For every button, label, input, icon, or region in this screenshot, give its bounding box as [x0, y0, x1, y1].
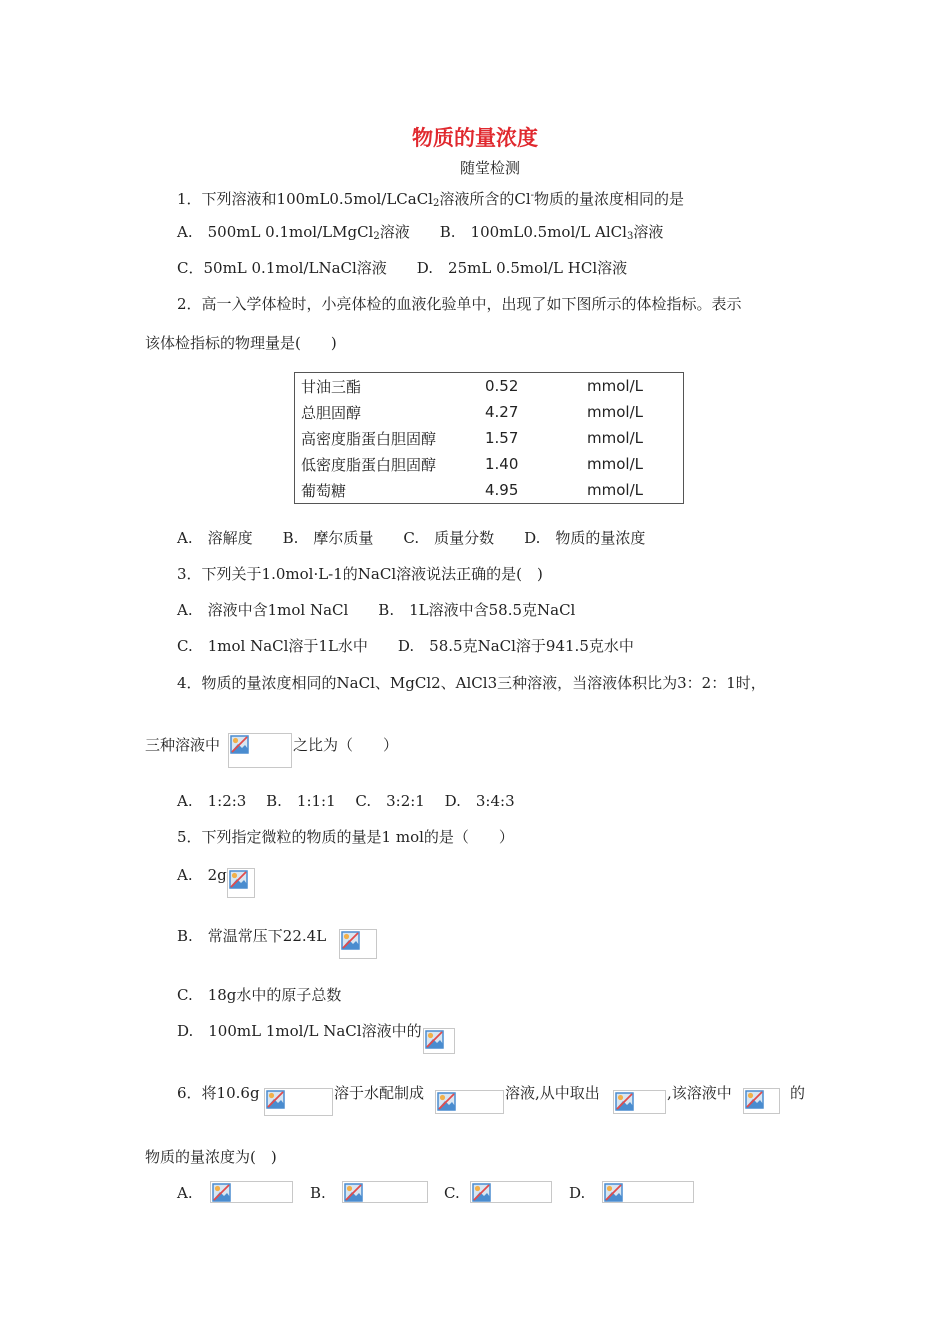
table-cell-name: 高密度脂蛋白胆固醇 [301, 429, 437, 448]
question-2-options: A. 溶解度 B. 摩尔质量 C. 质量分数 D. 物质的量浓度 [177, 529, 646, 547]
table-cell-name: 葡萄糖 [301, 481, 347, 500]
broken-image-icon [435, 1090, 504, 1114]
table-cell-name: 甘油三酯 [301, 377, 362, 396]
table-cell-value: 4.27 [485, 403, 519, 421]
question-4-options: A. 1:2:3 B. 1:1:1 C. 3:2:1 D. 3:4:3 [177, 792, 515, 810]
question-2-stem-line1: 2．高一入学体检时，小亮体检的血液化验单中，出现了如下图所示的体检指标。表示 [177, 295, 742, 313]
question-6-option-c-label: C. [444, 1184, 460, 1202]
page-subtitle: 随堂检测 [459, 159, 520, 177]
question-1-stem: 1．下列溶液和100mL0.5mol/LCaCl$_2$溶液所含的Cl-物质的量浓度相同的是 [177, 190, 685, 209]
table-cell-unit: mmol/L [587, 455, 643, 473]
question-3-options-ab: A. 溶液中含1mol NaCl B. 1L溶液中含58.5克NaCl [177, 601, 576, 619]
question-5-option-c: C. 18g水中的原子总数 [177, 986, 342, 1004]
table-row [295, 399, 684, 425]
question-6-option-d-label: D. [569, 1184, 586, 1202]
question-5-option-d: D. 100mL 1mol/L NaCl溶液中的 [177, 1022, 422, 1040]
table-cell-value: 4.95 [485, 481, 519, 499]
question-2-stem-line2: 该体检指标的物理量是( ) [145, 334, 337, 352]
question-5-option-a: A. 2g [177, 866, 227, 884]
table-cell-name: 总胆固醇 [301, 403, 362, 422]
table-row [295, 373, 684, 400]
question-1-options-cd: C．50mL 0.1mol/LNaCl溶液 D. 25mL 0.5mol/L HCl溶液 [177, 259, 628, 277]
broken-image-icon [342, 1181, 428, 1203]
broken-image-icon [228, 733, 292, 768]
table-cell-value: 1.57 [485, 429, 519, 447]
broken-image-icon [339, 929, 377, 959]
table-cell-unit: mmol/L [587, 429, 643, 447]
question-6-part3: 溶液,从中取出 [505, 1084, 600, 1102]
broken-image-icon [423, 1028, 455, 1054]
question-6-part5: 的 [790, 1084, 806, 1102]
question-6-stem-line2: 物质的量浓度为( ) [145, 1148, 277, 1166]
question-4-stem-line1: 4．物质的量浓度相同的NaCl、MgCl2、AlCl3三种溶液，当溶液体积比为3：2：1时， [177, 674, 766, 692]
broken-image-icon [264, 1088, 333, 1116]
broken-image-icon [227, 868, 255, 898]
page-title: 物质的量浓度 [412, 126, 538, 150]
question-6-part2: 溶于水配制成 [334, 1084, 425, 1102]
question-3-options-cd: C. 1mol NaCl溶于1L水中 D. 58.5克NaCl溶于941.5克水中 [177, 637, 634, 655]
broken-image-icon [470, 1181, 552, 1203]
broken-image-icon [613, 1090, 666, 1114]
question-6-option-b-label: B. [310, 1184, 326, 1202]
question-6-part4: ,该溶液中 [667, 1084, 732, 1102]
table-cell-unit: mmol/L [587, 403, 643, 421]
blood-test-table [294, 372, 684, 504]
question-5-option-b: B. 常温常压下22.4L [177, 927, 327, 945]
question-3-stem: 3．下列关于1.0mol·L-1的NaCl溶液说法正确的是( ) [177, 565, 543, 583]
table-cell-unit: mmol/L [587, 481, 643, 499]
table-row [295, 477, 684, 504]
broken-image-icon [210, 1181, 293, 1203]
table-row [295, 425, 684, 451]
broken-image-icon [743, 1088, 780, 1114]
table-cell-name: 低密度脂蛋白胆固醇 [301, 455, 437, 474]
question-5-stem: 5．下列指定微粒的物质的量是1 mol的是（ ） [177, 828, 514, 846]
question-6-part1: 6．将10.6g [177, 1084, 260, 1102]
question-4-stem-line2-a: 三种溶液中 [145, 736, 221, 754]
broken-image-icon [602, 1181, 694, 1203]
question-4-stem-line2-b: 之比为（ ） [293, 736, 399, 754]
question-6-option-a-label: A. [177, 1184, 193, 1202]
question-1-options-ab: A. 500mL 0.1mol/LMgCl$_2$溶液 B. 100mL0.5mol/L AlCl$_3$溶液 [177, 223, 664, 242]
table-cell-unit: mmol/L [587, 377, 643, 395]
table-cell-value: 1.40 [485, 455, 519, 473]
table-cell-value: 0.52 [485, 377, 519, 395]
table-row [295, 451, 684, 477]
